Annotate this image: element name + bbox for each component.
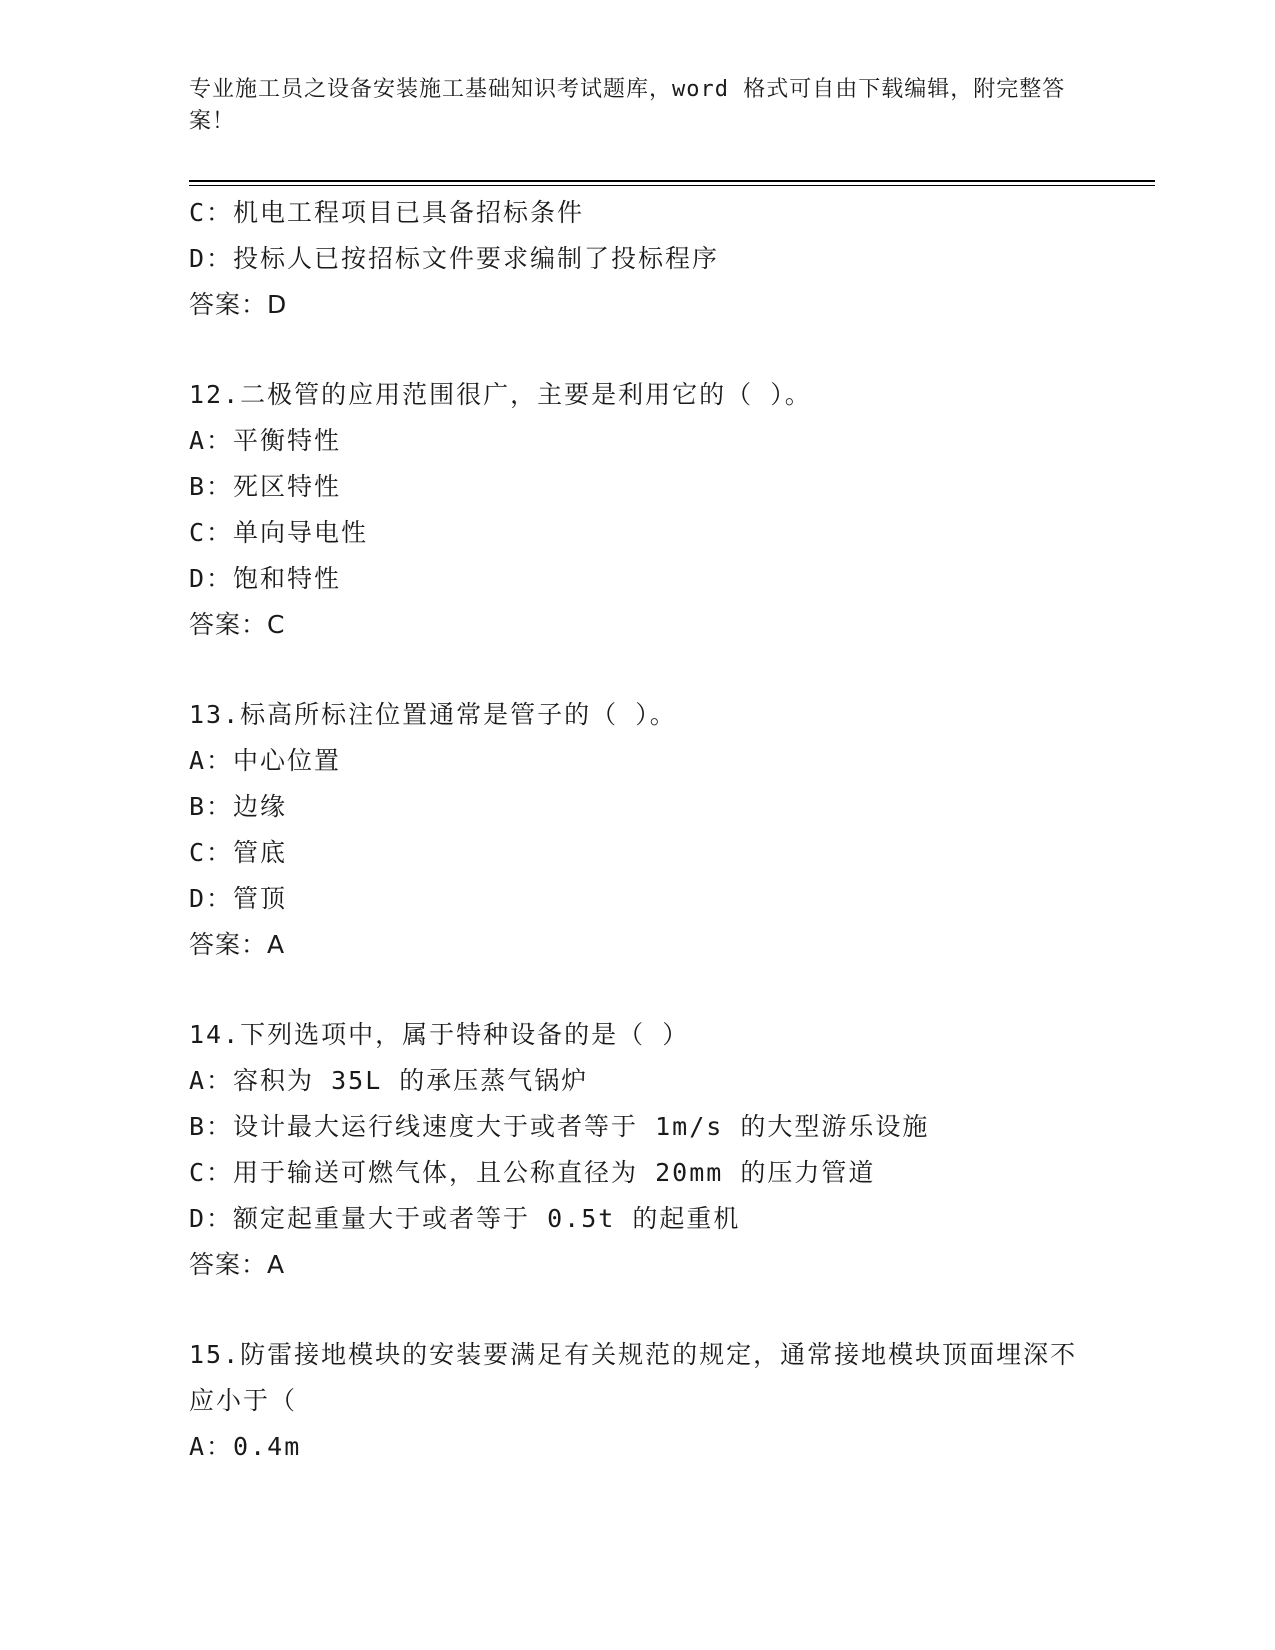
answer-line: 答案：D <box>189 290 288 319</box>
option-d: D：投标人已按招标文件要求编制了投标程序 <box>189 244 720 273</box>
option-a: A：0.4m <box>189 1432 302 1461</box>
option-d: D：饱和特性 <box>189 564 342 593</box>
option-c: C：管底 <box>189 838 288 867</box>
option-b: B：设计最大运行线速度大于或者等于 1m/s 的大型游乐设施 <box>189 1112 930 1141</box>
spacer <box>189 648 1089 692</box>
question-block-11 <box>189 190 1089 328</box>
header-divider-thin <box>189 185 1155 186</box>
option-d: D：管顶 <box>189 884 288 913</box>
option-c: C：用于输送可燃气体，且公称直径为 20mm 的压力管道 <box>189 1158 876 1187</box>
spacer <box>189 1288 1089 1332</box>
option-a: A：平衡特性 <box>189 426 342 455</box>
document-header: 专业施工员之设备安装施工基础知识考试题库，word 格式可自由下载编辑，附完整答案！ <box>189 77 1066 134</box>
question-block-13 <box>189 692 1089 968</box>
option-b: B：死区特性 <box>189 472 342 501</box>
option-a: A：容积为 35L 的承压蒸气锅炉 <box>189 1066 589 1095</box>
option-d: D：额定起重量大于或者等于 0.5t 的起重机 <box>189 1204 741 1233</box>
question-list <box>189 190 1089 1470</box>
answer-line: 答案：A <box>189 930 286 959</box>
answer-line: 答案：A <box>189 1250 286 1279</box>
spacer <box>189 968 1089 1012</box>
option-a: A：中心位置 <box>189 746 342 775</box>
question-stem: 12.二极管的应用范围很广，主要是利用它的（ ）。 <box>189 380 812 409</box>
question-stem: 15.防雷接地模块的安装要满足有关规范的规定，通常接地模块顶面埋深不应小于（ <box>189 1340 1078 1415</box>
option-c: C：机电工程项目已具备招标条件 <box>189 198 585 227</box>
answer-line: 答案：C <box>189 610 286 639</box>
question-block-15 <box>189 1332 1089 1470</box>
question-block-12 <box>189 372 1089 648</box>
option-c: C：单向导电性 <box>189 518 369 547</box>
question-stem: 14.下列选项中，属于特种设备的是（ ） <box>189 1020 690 1049</box>
header-divider-thick <box>189 180 1155 182</box>
option-b: B：边缘 <box>189 792 288 821</box>
spacer <box>189 328 1089 372</box>
question-block-14 <box>189 1012 1089 1288</box>
question-stem: 13.标高所标注位置通常是管子的（ ）。 <box>189 700 677 729</box>
